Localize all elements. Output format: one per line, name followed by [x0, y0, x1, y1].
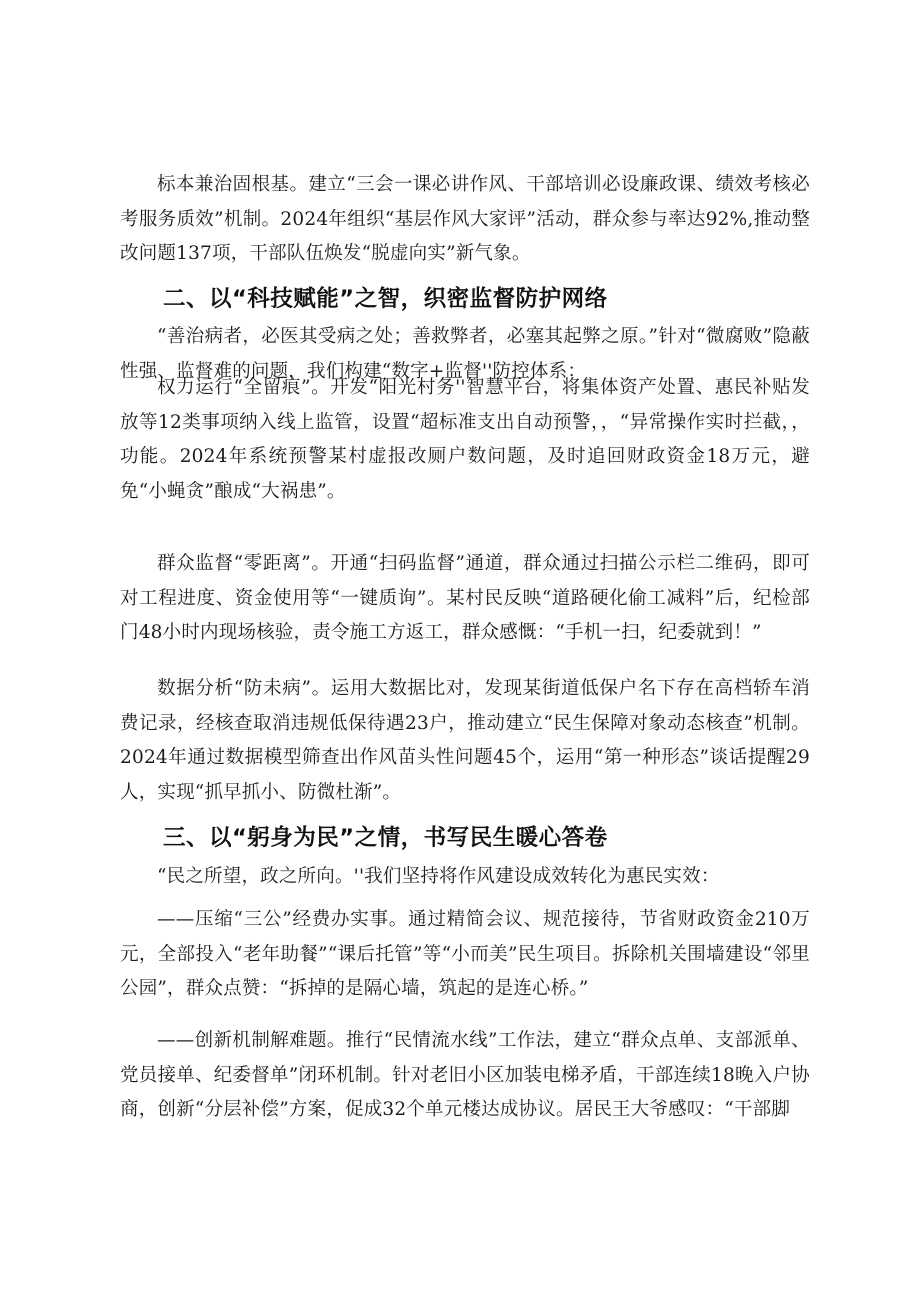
paragraph-power-trace: 权力运行“全留痕”。开发“阳光村务''智慧平台，将集体资产处置、惠民补贴发放等12类事项纳入线上监管，设置“超标准支出自动预警，，“异常操作实时拦截，，功能。2024年系统预警某村虚报改厕户数问题，及时追回财政资金18万元，避免“小蝇贪”酿成“大祸患”。: [120, 377, 810, 502]
section-heading-people: 三、以“躬身为民”之情，书写民生暖心答卷: [163, 825, 608, 851]
paragraph-innovation: ——创新机制解难题。推行“民情流水线”工作法，建立“群众点单、支部派单、党员接单、纪委督单”闭环机制。针对老旧小区加装电梯矛盾，干部连续18晚入户协商，创新“分层补偿”方案，促成32个单元楼达成协议。居民王大爷感叹：“干部脚: [120, 1030, 810, 1121]
paragraph-root-cause: 标本兼治固根基。建立“三会一课必讲作风、干部培训必设廉政课、绩效考核必考服务质效”机制。2024年组织“基层作风大家评”活动，群众参与率达92%,推动整改问题137项，干部队伍焕发“脱虚向实”新气象。: [120, 174, 810, 265]
paragraph-data-analysis: 数据分析“防未病”。运用大数据比对，发现某街道低保户名下存在高档轿车消费记录，经核查取消违规低保待遇23户，推动建立“民生保障对象动态核查”机制。2024年通过数据模型筛查出作风苗头性问题45个，运用“第一种形态”谈话提醒29人，实现“抓早抓小、防微杜渐”。: [120, 678, 810, 803]
paragraph-public-supervision: 群众监督“零距离”。开通“扫码监督”通道，群众通过扫描公示栏二维码，即可对工程进度、资金使用等“一键质询”。某村民反映“道路硬化偷工减料”后，纪检部门48小时内现场核验，责令施工方返工，群众感慨：“手机一扫，纪委就到！”: [120, 553, 810, 644]
paragraph-expense-cut: ——压缩“三公”经费办实事。通过精简会议、规范接待，节省财政资金210万元，全部投入“老年助餐”“课后托管”等“小而美”民生项目。拆除机关围墙建设“邻里公园”，群众点赞：“拆掉的是隔心墙，筑起的是连心桥。”: [120, 909, 810, 1000]
paragraph-intro-supervision: “善治病者，必医其受病之处；善救弊者，必塞其起弊之原。”针对“微腐败”隐蔽性强、监督难的问题，我们构建“数字+监督''防控体系：: [120, 326, 810, 382]
section-heading-tech: 二、以“科技赋能”之智，织密监督防护网络: [163, 286, 608, 312]
paragraph-intro-people: “民之所望，政之所向。''我们坚持将作风建设成效转化为惠民实效：: [157, 866, 720, 887]
